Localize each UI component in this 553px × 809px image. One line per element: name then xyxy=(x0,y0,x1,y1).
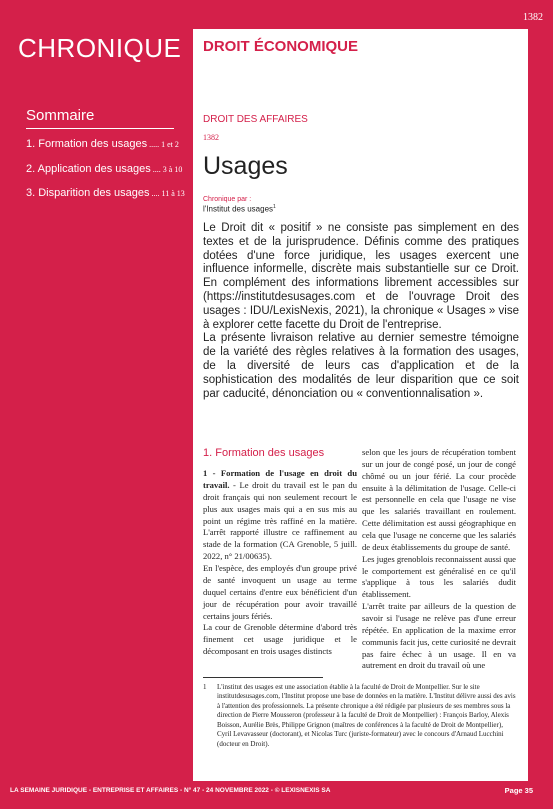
intro-paragraph: La présente livraison relative au dernier semestre témoigne de la variété des règles relatives à la formation des usages, de la diversité de leurs cas d'application et de la sophistication des modalités de leur disparition que ce soit par caducité, dénonciation ou « conventionnalisation ». xyxy=(203,332,519,400)
body-paragraph xyxy=(203,468,357,563)
author-footnote-ref: 1 xyxy=(273,204,276,210)
sommaire-item-pages: 1 et 2 xyxy=(161,140,179,149)
sommaire-item-formation[interactable] xyxy=(26,138,179,150)
sommaire-item-application[interactable] xyxy=(26,163,182,175)
sommaire-item-pages: 11 à 13 xyxy=(161,189,185,198)
footnote-text: L'institut des usages est une association établie à la faculté de Droit de Montpellier. Sur le site institutdesusages.com, l'Institut propose une base de données en la matière. L'Institut délivre aussi des avis à l'attention des professionnels. La présente chronique a été rédigée par plusieurs de ses membres sous la direction de Pierre Mousseron (professeur à la faculté de Droit de Montpellier) : François Barloy, Alexis Boisson, Aurélie Brès, Philippe Grignon (maîtres de conférences à la faculté de Droit de Montpellier), Cyril Levavasseur (doctorant), et Nicolas Turc (juriste-formateur) avec le concours d'Arnaud Lucchini (docteur en Droit). xyxy=(217,683,516,748)
body-paragraph: selon que les jours de récupération tombent sur un jour de congé posé, un jour de congé chômé ou un jour férié. La cour procède ensuite à la délimitation de l'usage. Celle-ci est personnelle en cela que l'usage ne vise que les salariés travaillant en roulement. Cette délimitation est aussi géographique en cela que l'usage ne concerne que les salariés de deux établissements du groupe de santé. xyxy=(362,447,516,552)
left-column xyxy=(203,447,357,658)
author-name: l'Institut des usages xyxy=(203,204,274,214)
sommaire-item-label: 2. Application des usages xyxy=(26,163,151,175)
body-paragraph: En l'espèce, des employés d'un groupe privé de santé invoquent un usage au terme duquel certains d'entre eux bénéficient d'un jour de récupération pour avoir travaillé certains jours fériés. xyxy=(203,563,357,621)
article-number: 1382 xyxy=(203,133,219,142)
body-paragraph: La cour de Grenoble détermine d'abord très finement cet usage juridique et le décomposant en trois usages distincts xyxy=(203,622,357,657)
footer-page-number: Page 35 xyxy=(504,786,533,795)
paragraph-text: - Le droit du travail est le pan du droit français qui non seulement recourt le plus aux usages mais qui a en sus mis au point un régime très raffiné en la matière. L'arrêt rapporté illustre ce raffinement au stade de la formation (CA Grenoble, 5 juill. 2022, n° 21/00635). xyxy=(203,480,357,562)
sommaire-title: Sommaire xyxy=(26,107,95,124)
sommaire-item-label: 3. Disparition des usages xyxy=(26,187,150,199)
sommaire-item-disparition[interactable] xyxy=(26,187,185,199)
sommaire-item-pages: 3 à 10 xyxy=(162,165,183,174)
chronique-heading: CHRONIQUE xyxy=(18,33,182,63)
sommaire-item-dots: .... xyxy=(149,189,162,198)
article-title: Usages xyxy=(203,152,288,180)
rubrique-heading: DROIT ÉCONOMIQUE xyxy=(203,38,359,55)
article-section-label: DROIT DES AFFAIRES xyxy=(203,114,308,125)
article-author xyxy=(203,204,276,214)
article-intro xyxy=(203,222,519,401)
chronique-par-label: Chronique par : xyxy=(203,196,252,203)
right-column xyxy=(362,447,516,672)
footnote-number: 1 xyxy=(203,683,207,691)
paragraph-heading: 1 - Formation de l'usage en droit du travail. xyxy=(203,468,357,491)
sommaire-item-dots: ..... xyxy=(147,140,162,149)
sommaire-item-label: 1. Formation des usages xyxy=(26,138,148,150)
sommaire-divider xyxy=(26,128,174,129)
intro-paragraph: Le Droit dit « positif » ne consiste pas simplement en des textes et de la jurisprudence. Définis comme des pratiques dotées d'une force juridique, les usages exercent une influence informelle, discrète mais substantielle sur ce Droit. En complément des informations librement accessibles sur (https://institutdesusages.com et de l'ouvrage Droit des usages : IDU/LexisNexis, 2021), la chronique « Usages » vise à explorer cette facette du Droit de l'entreprise. xyxy=(203,222,519,331)
footnote-divider xyxy=(203,677,323,678)
sommaire-item-dots: .... xyxy=(150,165,163,174)
body-paragraph: L'arrêt traite par ailleurs de la question de savoir si l'usage ne relève pas d'une erreur répétée. En application de la maxime error communis facit jus, cette curiosité ne devrait pas faire échec à un usage. Il en va autrement en droit du travail où une xyxy=(362,601,516,671)
footer-publication: LA SEMAINE JURIDIQUE - ENTREPRISE ET AFFAIRES - N° 47 - 24 NOVEMBRE 2022 - © LEXISNEXIS SA xyxy=(10,787,331,794)
section-heading-formation: 1. Formation des usages xyxy=(203,447,325,459)
body-paragraph: Les juges grenoblois reconnaissent aussi que le comportement est généralisé en ce qu'il s'applique à tous les salariés dudit établissement. xyxy=(362,553,516,600)
top-page-number: 1382 xyxy=(523,12,543,23)
footnote xyxy=(203,683,519,749)
